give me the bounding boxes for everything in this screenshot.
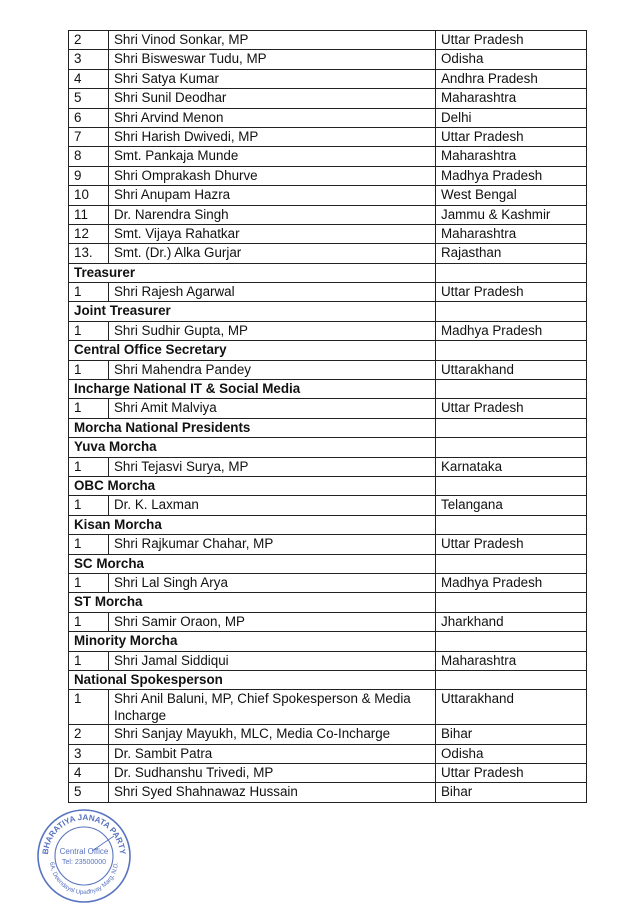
- state-cell: Rajasthan: [436, 244, 587, 263]
- serial-number-cell: 1: [69, 283, 109, 302]
- serial-number-cell: 1: [69, 496, 109, 515]
- serial-number-cell: 4: [69, 764, 109, 783]
- serial-number-cell: 1: [69, 651, 109, 670]
- state-cell: Bihar: [436, 725, 587, 744]
- state-cell: Uttar Pradesh: [436, 535, 587, 554]
- member-row: [69, 399, 587, 418]
- serial-number-cell: 1: [69, 573, 109, 592]
- member-row: [69, 69, 587, 88]
- serial-number-cell: 6: [69, 108, 109, 127]
- empty-cell: [436, 632, 587, 651]
- member-row: [69, 166, 587, 185]
- serial-number-cell: 5: [69, 89, 109, 108]
- member-row: [69, 783, 587, 802]
- member-name-cell: Shri Sunil Deodhar: [109, 89, 436, 108]
- section-heading-row: [69, 380, 587, 399]
- member-row: [69, 573, 587, 592]
- state-cell: Madhya Pradesh: [436, 573, 587, 592]
- member-name-cell: Shri Amit Malviya: [109, 399, 436, 418]
- member-row: [69, 108, 587, 127]
- member-name-cell: Shri Arvind Menon: [109, 108, 436, 127]
- serial-number-cell: 3: [69, 744, 109, 763]
- serial-number-cell: 4: [69, 69, 109, 88]
- serial-number-cell: 1: [69, 612, 109, 631]
- member-name-cell: Shri Syed Shahnawaz Hussain: [109, 783, 436, 802]
- member-name-cell: Dr. Sudhanshu Trivedi, MP: [109, 764, 436, 783]
- state-cell: Odisha: [436, 50, 587, 69]
- state-cell: Maharashtra: [436, 89, 587, 108]
- state-cell: Bihar: [436, 783, 587, 802]
- serial-number-cell: 9: [69, 166, 109, 185]
- member-name-cell: Shri Sanjay Mayukh, MLC, Media Co-Incharge: [109, 725, 436, 744]
- serial-number-cell: 1: [69, 399, 109, 418]
- member-name-cell: Shri Rajkumar Chahar, MP: [109, 535, 436, 554]
- state-cell: Uttar Pradesh: [436, 399, 587, 418]
- section-heading-row: [69, 554, 587, 573]
- empty-cell: [436, 438, 587, 457]
- empty-cell: [436, 670, 587, 689]
- section-heading: Incharge National IT & Social Media: [69, 380, 436, 399]
- empty-cell: [436, 418, 587, 437]
- section-heading: Morcha National Presidents: [69, 418, 436, 437]
- member-name-cell: Shri Satya Kumar: [109, 69, 436, 88]
- empty-cell: [436, 302, 587, 321]
- member-name-cell: Shri Sudhir Gupta, MP: [109, 321, 436, 340]
- member-name-cell: Shri Vinod Sonkar, MP: [109, 31, 436, 50]
- serial-number-cell: 5: [69, 783, 109, 802]
- section-heading: Kisan Morcha: [69, 515, 436, 534]
- member-row: [69, 205, 587, 224]
- section-heading: SC Morcha: [69, 554, 436, 573]
- serial-number-cell: 1: [69, 690, 109, 725]
- seal-center-line1: Central Office: [59, 847, 109, 856]
- section-heading-row: [69, 438, 587, 457]
- serial-number-cell: 1: [69, 321, 109, 340]
- state-cell: Uttar Pradesh: [436, 283, 587, 302]
- section-heading-row: [69, 670, 587, 689]
- empty-cell: [436, 593, 587, 612]
- member-row: [69, 127, 587, 146]
- member-row: [69, 224, 587, 243]
- member-row: [69, 651, 587, 670]
- empty-cell: [436, 380, 587, 399]
- member-name-cell: Shri Lal Singh Arya: [109, 573, 436, 592]
- empty-cell: [436, 263, 587, 282]
- member-row: [69, 535, 587, 554]
- serial-number-cell: 7: [69, 127, 109, 146]
- member-name-cell: Shri Bisweswar Tudu, MP: [109, 50, 436, 69]
- state-cell: Maharashtra: [436, 147, 587, 166]
- state-cell: Jharkhand: [436, 612, 587, 631]
- section-heading-row: [69, 593, 587, 612]
- state-cell: Maharashtra: [436, 651, 587, 670]
- empty-cell: [436, 476, 587, 495]
- serial-number-cell: 1: [69, 457, 109, 476]
- member-row: [69, 457, 587, 476]
- member-name-cell: Smt. Pankaja Munde: [109, 147, 436, 166]
- member-row: [69, 89, 587, 108]
- member-row: [69, 690, 587, 725]
- member-row: [69, 244, 587, 263]
- member-row: [69, 360, 587, 379]
- member-row: [69, 725, 587, 744]
- state-cell: Jammu & Kashmir: [436, 205, 587, 224]
- state-cell: Uttarakhand: [436, 690, 587, 725]
- section-heading-row: [69, 263, 587, 282]
- section-heading: Yuva Morcha: [69, 438, 436, 457]
- member-name-cell: Shri Harish Dwivedi, MP: [109, 127, 436, 146]
- state-cell: Uttar Pradesh: [436, 31, 587, 50]
- serial-number-cell: 2: [69, 31, 109, 50]
- section-heading: ST Morcha: [69, 593, 436, 612]
- member-name-cell: Shri Jamal Siddiqui: [109, 651, 436, 670]
- member-name-cell: Shri Anil Baluni, MP, Chief Spokesperson & Media Incharge: [109, 690, 436, 725]
- seal-top-text: BHARATIYA JANATA PARTY: [40, 812, 128, 855]
- member-name-cell: Shri Samir Oraon, MP: [109, 612, 436, 631]
- serial-number-cell: 12: [69, 224, 109, 243]
- member-name-cell: Dr. Narendra Singh: [109, 205, 436, 224]
- serial-number-cell: 11: [69, 205, 109, 224]
- serial-number-cell: 1: [69, 535, 109, 554]
- state-cell: Andhra Pradesh: [436, 69, 587, 88]
- member-row: [69, 744, 587, 763]
- section-heading-row: [69, 302, 587, 321]
- section-heading-row: [69, 476, 587, 495]
- member-name-cell: Shri Rajesh Agarwal: [109, 283, 436, 302]
- section-heading: Central Office Secretary: [69, 341, 436, 360]
- serial-number-cell: 1: [69, 360, 109, 379]
- state-cell: Madhya Pradesh: [436, 321, 587, 340]
- serial-number-cell: 10: [69, 186, 109, 205]
- member-name-cell: Shri Anupam Hazra: [109, 186, 436, 205]
- member-name-cell: Shri Mahendra Pandey: [109, 360, 436, 379]
- member-name-cell: Shri Omprakash Dhurve: [109, 166, 436, 185]
- section-heading: National Spokesperson: [69, 670, 436, 689]
- member-row: [69, 496, 587, 515]
- serial-number-cell: 13.: [69, 244, 109, 263]
- seal-bottom-text: 6A, Deendayal Upadhyay Marg, N.D.: [48, 861, 120, 897]
- member-row: [69, 186, 587, 205]
- state-cell: West Bengal: [436, 186, 587, 205]
- member-row: [69, 612, 587, 631]
- member-name-cell: Dr. K. Laxman: [109, 496, 436, 515]
- empty-cell: [436, 554, 587, 573]
- state-cell: Delhi: [436, 108, 587, 127]
- empty-cell: [436, 341, 587, 360]
- member-row: [69, 147, 587, 166]
- member-row: [69, 50, 587, 69]
- state-cell: Uttar Pradesh: [436, 764, 587, 783]
- member-row: [69, 321, 587, 340]
- serial-number-cell: 2: [69, 725, 109, 744]
- member-row: [69, 764, 587, 783]
- members-table: [68, 30, 587, 803]
- member-row: [69, 31, 587, 50]
- state-cell: Madhya Pradesh: [436, 166, 587, 185]
- section-heading-row: [69, 632, 587, 651]
- state-cell: Karnataka: [436, 457, 587, 476]
- state-cell: Uttarakhand: [436, 360, 587, 379]
- section-heading: Treasurer: [69, 263, 436, 282]
- section-heading: OBC Morcha: [69, 476, 436, 495]
- svg-text:6A, Deendayal Upadhyay Marg, N: [48, 862, 120, 897]
- section-heading-row: [69, 515, 587, 534]
- empty-cell: [436, 515, 587, 534]
- member-name-cell: Smt. Vijaya Rahatkar: [109, 224, 436, 243]
- member-name-cell: Dr. Sambit Patra: [109, 744, 436, 763]
- state-cell: Odisha: [436, 744, 587, 763]
- section-heading-row: [69, 341, 587, 360]
- section-heading-row: [69, 418, 587, 437]
- party-seal-stamp: [34, 806, 134, 906]
- serial-number-cell: 8: [69, 147, 109, 166]
- state-cell: Maharashtra: [436, 224, 587, 243]
- state-cell: Telangana: [436, 496, 587, 515]
- member-name-cell: Shri Tejasvi Surya, MP: [109, 457, 436, 476]
- serial-number-cell: 3: [69, 50, 109, 69]
- section-heading: Minority Morcha: [69, 632, 436, 651]
- section-heading: Joint Treasurer: [69, 302, 436, 321]
- member-row: [69, 283, 587, 302]
- seal-center-line2: Tel: 23500000: [62, 859, 106, 866]
- member-name-cell: Smt. (Dr.) Alka Gurjar: [109, 244, 436, 263]
- state-cell: Uttar Pradesh: [436, 127, 587, 146]
